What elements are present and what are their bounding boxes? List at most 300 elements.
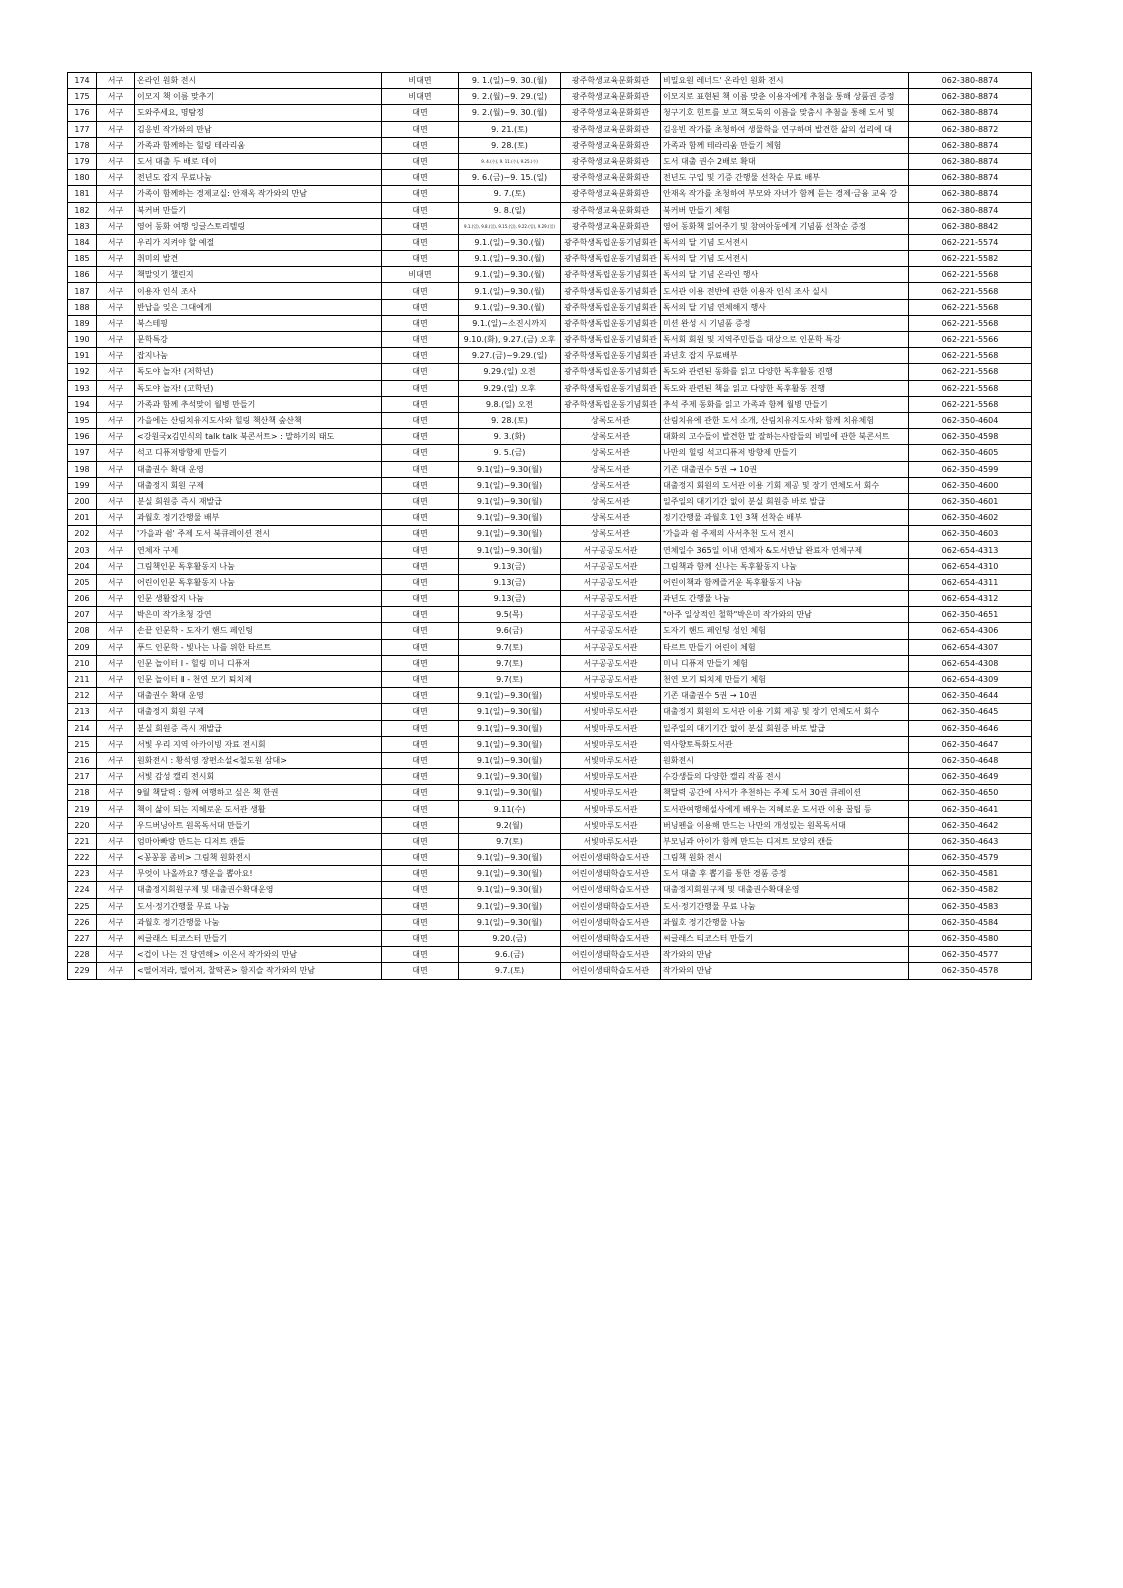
- cell-program-name: 도서·정기간행물 무료 나눔: [135, 898, 382, 914]
- cell-row-number: 217: [68, 769, 97, 785]
- cell-district: 서구: [97, 688, 135, 704]
- table-row: [68, 769, 1032, 785]
- cell-district: 서구: [97, 785, 135, 801]
- cell-venue: 어린이생태학습도서관: [561, 930, 661, 946]
- cell-district: 서구: [97, 251, 135, 267]
- cell-date: 9.6(금): [459, 623, 561, 639]
- cell-district: 서구: [97, 315, 135, 331]
- cell-district: 서구: [97, 866, 135, 882]
- table-row: [68, 267, 1032, 283]
- cell-row-number: 209: [68, 639, 97, 655]
- cell-program-name: 취미의 발견: [135, 251, 382, 267]
- cell-phone: 062-350-4645: [909, 704, 1032, 720]
- cell-row-number: 206: [68, 591, 97, 607]
- cell-description: 정기간행물 과월호 1인 3책 선착순 배부: [661, 510, 909, 526]
- cell-format: 대면: [382, 283, 459, 299]
- cell-row-number: 212: [68, 688, 97, 704]
- cell-date: 9.1(일)~9.30(월): [459, 720, 561, 736]
- cell-district: 서구: [97, 153, 135, 169]
- cell-description: 어린이책과 함께즐거운 독후활동지 나눔: [661, 574, 909, 590]
- cell-phone: 062-350-4601: [909, 493, 1032, 509]
- cell-district: 서구: [97, 623, 135, 639]
- cell-phone: 062-350-4603: [909, 526, 1032, 542]
- cell-description: 대화의 고수들이 발견한 말 잘하는사람들의 비밀에 관한 북콘서트: [661, 429, 909, 445]
- cell-program-name: 대출정지회원구제 및 대출권수확대운영: [135, 882, 382, 898]
- cell-phone: 062-350-4598: [909, 429, 1032, 445]
- cell-row-number: 190: [68, 332, 97, 348]
- table-row: [68, 299, 1032, 315]
- cell-district: 서구: [97, 704, 135, 720]
- cell-date: 9. 28.(토): [459, 137, 561, 153]
- cell-format: 대면: [382, 769, 459, 785]
- cell-venue: 광주학생교육문화회관: [561, 170, 661, 186]
- cell-date: 9. 21.(토): [459, 121, 561, 137]
- cell-row-number: 226: [68, 914, 97, 930]
- cell-description: 독서의 달 기념 도서전시: [661, 251, 909, 267]
- cell-row-number: 207: [68, 607, 97, 623]
- cell-program-name: 어린이인문 독후활동지 나눔: [135, 574, 382, 590]
- table-row: [68, 963, 1032, 979]
- cell-date: 9.1(일)~9.30(월): [459, 704, 561, 720]
- table-row: [68, 607, 1032, 623]
- cell-description: 도서 대출 후 뽑기를 통한 경품 증정: [661, 866, 909, 882]
- cell-format: 대면: [382, 947, 459, 963]
- table-row: [68, 315, 1032, 331]
- cell-format: 대면: [382, 639, 459, 655]
- cell-district: 서구: [97, 186, 135, 202]
- cell-program-name: 푸드 인문학 - 빛나는 나를 위한 타르트: [135, 639, 382, 655]
- cell-program-name: 온라인 원화 전시: [135, 73, 382, 89]
- cell-venue: 광주학생독립운동기념회관: [561, 348, 661, 364]
- cell-phone: 062-380-8874: [909, 73, 1032, 89]
- cell-district: 서구: [97, 493, 135, 509]
- cell-description: 도서·정기간행물 무료 나눔: [661, 898, 909, 914]
- cell-venue: 상록도서관: [561, 493, 661, 509]
- cell-district: 서구: [97, 574, 135, 590]
- cell-phone: 062-221-5568: [909, 364, 1032, 380]
- cell-format: 대면: [382, 121, 459, 137]
- cell-format: 대면: [382, 850, 459, 866]
- table-row: [68, 882, 1032, 898]
- cell-venue: 어린이생태학습도서관: [561, 914, 661, 930]
- table-row: [68, 817, 1032, 833]
- cell-description: 그림책과 함께 신나는 독후활동지 나눔: [661, 558, 909, 574]
- cell-date: 9.1(일)~9.30(월): [459, 477, 561, 493]
- cell-format: 대면: [382, 461, 459, 477]
- cell-format: 대면: [382, 720, 459, 736]
- cell-description: 안재옥 작가를 초청하여 부모와 자녀가 함께 듣는 경제·금융 교육 강: [661, 186, 909, 202]
- cell-district: 서구: [97, 364, 135, 380]
- cell-program-name: 가을에는 산림치유지도사와 힐링 책산책 숲산책: [135, 412, 382, 428]
- cell-venue: 상록도서관: [561, 477, 661, 493]
- cell-venue: 광주학생독립운동기념회관: [561, 299, 661, 315]
- cell-phone: 062-350-4644: [909, 688, 1032, 704]
- cell-date: 9.13(금): [459, 591, 561, 607]
- cell-district: 서구: [97, 639, 135, 655]
- cell-description: 청구기호 힌트를 보고 책도둑의 이름을 맞춤시 추첨을 통해 도서 및: [661, 105, 909, 121]
- cell-row-number: 178: [68, 137, 97, 153]
- cell-date: 9.6.(금): [459, 947, 561, 963]
- table-row: [68, 445, 1032, 461]
- cell-row-number: 203: [68, 542, 97, 558]
- cell-description: 과년도 간행물 나눔: [661, 591, 909, 607]
- cell-description: 나만의 힐링 석고디퓨저 방향제 만들기: [661, 445, 909, 461]
- cell-phone: 062-350-4600: [909, 477, 1032, 493]
- cell-district: 서구: [97, 914, 135, 930]
- cell-phone: 062-350-4583: [909, 898, 1032, 914]
- table-row: [68, 591, 1032, 607]
- cell-row-number: 211: [68, 671, 97, 687]
- cell-district: 서구: [97, 736, 135, 752]
- cell-format: 비대면: [382, 89, 459, 105]
- cell-district: 서구: [97, 412, 135, 428]
- table-row: [68, 752, 1032, 768]
- table-row: [68, 218, 1032, 234]
- cell-program-name: 인문 놀이터 Ⅱ - 천연 모기 퇴치제: [135, 671, 382, 687]
- cell-venue: 서빛마루도서관: [561, 752, 661, 768]
- table-row: [68, 170, 1032, 186]
- cell-format: 대면: [382, 332, 459, 348]
- table-row: [68, 833, 1032, 849]
- cell-phone: 062-654-4307: [909, 639, 1032, 655]
- cell-format: 대면: [382, 607, 459, 623]
- cell-row-number: 198: [68, 461, 97, 477]
- cell-district: 서구: [97, 607, 135, 623]
- cell-phone: 062-350-4599: [909, 461, 1032, 477]
- cell-description: 씨글래스 티코스터 만들기: [661, 930, 909, 946]
- cell-venue: 상록도서관: [561, 429, 661, 445]
- table-row: [68, 251, 1032, 267]
- cell-row-number: 205: [68, 574, 97, 590]
- cell-phone: 062-380-8874: [909, 89, 1032, 105]
- cell-venue: 광주학생독립운동기념회관: [561, 364, 661, 380]
- cell-district: 서구: [97, 898, 135, 914]
- cell-date: 9.1(일)~9.30(월): [459, 526, 561, 542]
- cell-format: 대면: [382, 299, 459, 315]
- cell-program-name: 원화전시 : 황석영 장편소설<철도원 삼대>: [135, 752, 382, 768]
- cell-venue: 서빛마루도서관: [561, 801, 661, 817]
- cell-row-number: 183: [68, 218, 97, 234]
- cell-district: 서구: [97, 105, 135, 121]
- cell-row-number: 195: [68, 412, 97, 428]
- cell-program-name: 인문 놀이터 Ⅰ - 힐링 미니 디퓨저: [135, 655, 382, 671]
- cell-venue: 서구공공도서관: [561, 558, 661, 574]
- cell-row-number: 197: [68, 445, 97, 461]
- table-row: [68, 866, 1032, 882]
- cell-format: 대면: [382, 574, 459, 590]
- cell-district: 서구: [97, 445, 135, 461]
- cell-row-number: 224: [68, 882, 97, 898]
- cell-description: 타르트 만들기 어린이 체험: [661, 639, 909, 655]
- cell-date: 9.1(일)~9.30(월): [459, 688, 561, 704]
- cell-venue: 광주학생교육문화회관: [561, 121, 661, 137]
- cell-venue: 어린이생태학습도서관: [561, 963, 661, 979]
- cell-description: 대출정지 회원의 도서관 이용 기회 제공 및 장기 연체도서 회수: [661, 477, 909, 493]
- cell-program-name: 도서 대출 두 배로 데이: [135, 153, 382, 169]
- cell-row-number: 227: [68, 930, 97, 946]
- cell-district: 서구: [97, 202, 135, 218]
- cell-district: 서구: [97, 817, 135, 833]
- cell-row-number: 194: [68, 396, 97, 412]
- table-row: [68, 186, 1032, 202]
- cell-program-name: 독도야 놀자! (고학년): [135, 380, 382, 396]
- table-row: [68, 105, 1032, 121]
- cell-phone: 062-350-4604: [909, 412, 1032, 428]
- cell-phone: 062-350-4646: [909, 720, 1032, 736]
- cell-date: 9. 6.(금)~9. 15.(일): [459, 170, 561, 186]
- cell-row-number: 213: [68, 704, 97, 720]
- cell-date: 9.13(금): [459, 574, 561, 590]
- cell-venue: 서빛마루도서관: [561, 736, 661, 752]
- cell-venue: 서빛마루도서관: [561, 720, 661, 736]
- cell-date: 9.1.(일)~소진시까지: [459, 315, 561, 331]
- cell-format: 대면: [382, 898, 459, 914]
- cell-date: 9.7(토): [459, 639, 561, 655]
- cell-date: 9.1(일)~9.30(월): [459, 850, 561, 866]
- cell-program-name: <떨어져라, 떨어져, 찰딱폰> 함지슬 작가와의 만남: [135, 963, 382, 979]
- cell-program-name: 9월 책달력 : 함께 여행하고 싶은 책 한권: [135, 785, 382, 801]
- cell-venue: 서빛마루도서관: [561, 785, 661, 801]
- cell-format: 대면: [382, 202, 459, 218]
- cell-district: 서구: [97, 655, 135, 671]
- cell-venue: 광주학생독립운동기념회관: [561, 267, 661, 283]
- table-row: [68, 720, 1032, 736]
- cell-program-name: 이모지 책 이름 맞추기: [135, 89, 382, 105]
- cell-program-name: 대출권수 확대 운영: [135, 461, 382, 477]
- cell-description: 대출정지회원구제 및 대출권수확대운영: [661, 882, 909, 898]
- cell-description: 과월호 정기간행물 나눔: [661, 914, 909, 930]
- cell-row-number: 196: [68, 429, 97, 445]
- cell-date: 9. 2.(월)~9. 30.(월): [459, 105, 561, 121]
- cell-program-name: 대출권수 확대 운영: [135, 688, 382, 704]
- table-row: [68, 202, 1032, 218]
- table-row: [68, 526, 1032, 542]
- cell-program-name: 도와주세요, 명탐정: [135, 105, 382, 121]
- cell-program-name: '가을과 쉼' 주제 도서 북큐레이션 전시: [135, 526, 382, 542]
- cell-district: 서구: [97, 170, 135, 186]
- cell-program-name: 인문 생활잡지 나눔: [135, 591, 382, 607]
- cell-row-number: 222: [68, 850, 97, 866]
- cell-program-name: 북커버 만들기: [135, 202, 382, 218]
- cell-description: 그림책 원화 전시: [661, 850, 909, 866]
- cell-description: 북커버 만들기 체험: [661, 202, 909, 218]
- cell-program-name: 엄마아빠랑 만드는 디저트 캔들: [135, 833, 382, 849]
- table-row: [68, 623, 1032, 639]
- cell-format: 대면: [382, 558, 459, 574]
- cell-program-name: 서빛 감성 캘리 전시회: [135, 769, 382, 785]
- table-row: [68, 850, 1032, 866]
- cell-row-number: 208: [68, 623, 97, 639]
- cell-phone: 062-350-4584: [909, 914, 1032, 930]
- cell-date: 9.7(토): [459, 671, 561, 687]
- cell-date: 9.1(일)~9.30(월): [459, 461, 561, 477]
- cell-format: 대면: [382, 591, 459, 607]
- cell-date: 9.1(일)~9.30(월): [459, 542, 561, 558]
- cell-row-number: 177: [68, 121, 97, 137]
- cell-format: 대면: [382, 930, 459, 946]
- cell-format: 대면: [382, 429, 459, 445]
- cell-description: 독서회 회원 및 지역주민들을 대상으로 인문학 특강: [661, 332, 909, 348]
- cell-format: 대면: [382, 315, 459, 331]
- table-body: [68, 73, 1032, 980]
- cell-district: 서구: [97, 73, 135, 89]
- cell-format: 대면: [382, 655, 459, 671]
- cell-date: 9.1.(일)~9.30.(월): [459, 251, 561, 267]
- cell-description: 대출정지 회원의 도서관 이용 기회 제공 및 장기 연체도서 회수: [661, 704, 909, 720]
- cell-format: 대면: [382, 526, 459, 542]
- cell-date: 9. 2.(월)~9. 29.(일): [459, 89, 561, 105]
- cell-venue: 서구공공도서관: [561, 623, 661, 639]
- cell-venue: 서빛마루도서관: [561, 688, 661, 704]
- cell-row-number: 210: [68, 655, 97, 671]
- cell-date: 9.29.(일) 오후: [459, 380, 561, 396]
- cell-format: 비대면: [382, 267, 459, 283]
- cell-program-name: 과월호 정기간행물 나눔: [135, 914, 382, 930]
- cell-program-name: <꽁꽁꽁 좀비> 그림책 원화전시: [135, 850, 382, 866]
- cell-phone: 062-221-5568: [909, 396, 1032, 412]
- table-row: [68, 348, 1032, 364]
- cell-venue: 어린이생태학습도서관: [561, 850, 661, 866]
- cell-phone: 062-350-4651: [909, 607, 1032, 623]
- cell-program-name: 서빛 우리 지역 아카이빙 자료 전시회: [135, 736, 382, 752]
- cell-description: 전년도 구입 및 기증 간행물 선착순 무료 배부: [661, 170, 909, 186]
- cell-row-number: 180: [68, 170, 97, 186]
- cell-format: 대면: [382, 105, 459, 121]
- cell-date: 9.1.(일)~9.30.(월): [459, 267, 561, 283]
- cell-district: 서구: [97, 461, 135, 477]
- cell-format: 대면: [382, 542, 459, 558]
- cell-district: 서구: [97, 137, 135, 153]
- table-row: [68, 639, 1032, 655]
- cell-venue: 어린이생태학습도서관: [561, 882, 661, 898]
- cell-format: 대면: [382, 801, 459, 817]
- cell-row-number: 215: [68, 736, 97, 752]
- cell-program-name: 석고 디퓨저방향제 만들기: [135, 445, 382, 461]
- cell-venue: 서빛마루도서관: [561, 704, 661, 720]
- cell-venue: 광주학생교육문화회관: [561, 105, 661, 121]
- cell-row-number: 175: [68, 89, 97, 105]
- cell-row-number: 182: [68, 202, 97, 218]
- cell-district: 서구: [97, 234, 135, 250]
- cell-program-name: 김응빈 작가와의 만남: [135, 121, 382, 137]
- cell-date: 9.11(수): [459, 801, 561, 817]
- cell-phone: 062-350-4643: [909, 833, 1032, 849]
- cell-row-number: 193: [68, 380, 97, 396]
- cell-format: 대면: [382, 736, 459, 752]
- cell-description: 도서관 이용 전반에 관한 이용자 인식 조사 실시: [661, 283, 909, 299]
- cell-program-name: 우리가 지켜야 할 예절: [135, 234, 382, 250]
- cell-district: 서구: [97, 89, 135, 105]
- cell-date: 9.1(일)~9.30(월): [459, 510, 561, 526]
- cell-program-name: 책말잇기 챌린지: [135, 267, 382, 283]
- cell-format: 대면: [382, 445, 459, 461]
- cell-format: 대면: [382, 833, 459, 849]
- cell-description: 부모님과 아이가 함께 만드는 디저트 모양의 캔들: [661, 833, 909, 849]
- cell-district: 서구: [97, 801, 135, 817]
- cell-description: 김응빈 작가를 초청하여 생물학을 연구하며 발견한 삶의 섭리에 대: [661, 121, 909, 137]
- table-row: [68, 89, 1032, 105]
- cell-phone: 062-350-4582: [909, 882, 1032, 898]
- cell-row-number: 174: [68, 73, 97, 89]
- cell-phone: 062-654-4310: [909, 558, 1032, 574]
- cell-program-name: 우드버닝아트 원목독서대 만들기: [135, 817, 382, 833]
- cell-date: 9. 1.(일)~9. 30.(월): [459, 73, 561, 89]
- cell-description: 기존 대출권수 5권 → 10권: [661, 461, 909, 477]
- cell-description: 독도와 관련된 동화를 읽고 다양한 독후활동 진행: [661, 364, 909, 380]
- cell-venue: 서빛마루도서관: [561, 833, 661, 849]
- cell-row-number: 199: [68, 477, 97, 493]
- cell-description: 독서의 달 기념 연체해지 행사: [661, 299, 909, 315]
- cell-description: 버닝펜을 이용해 만드는 나만의 개성있는 원목독서대: [661, 817, 909, 833]
- cell-phone: 062-654-4312: [909, 591, 1032, 607]
- cell-row-number: 192: [68, 364, 97, 380]
- cell-venue: 광주학생교육문화회관: [561, 218, 661, 234]
- cell-description: 작가와의 만남: [661, 963, 909, 979]
- cell-venue: 상록도서관: [561, 461, 661, 477]
- cell-program-name: 그림책인문 독후활동지 나눔: [135, 558, 382, 574]
- cell-program-name: 가족이 함께하는 경제교실: 안재옥 작가와의 만남: [135, 186, 382, 202]
- cell-format: 대면: [382, 218, 459, 234]
- table-row: [68, 461, 1032, 477]
- table-row: [68, 73, 1032, 89]
- cell-row-number: 187: [68, 283, 97, 299]
- cell-phone: 062-380-8874: [909, 202, 1032, 218]
- cell-date: 9.8.(일) 오전: [459, 396, 561, 412]
- table-row: [68, 380, 1032, 396]
- cell-phone: 062-350-4579: [909, 850, 1032, 866]
- cell-row-number: 201: [68, 510, 97, 526]
- cell-row-number: 200: [68, 493, 97, 509]
- cell-format: 대면: [382, 380, 459, 396]
- cell-description: 일주일의 대기기간 없이 분실 회원증 바로 발급: [661, 720, 909, 736]
- cell-format: 대면: [382, 914, 459, 930]
- table-row: [68, 655, 1032, 671]
- table-row: [68, 234, 1032, 250]
- cell-program-name: 북스테핑: [135, 315, 382, 331]
- cell-format: 대면: [382, 412, 459, 428]
- cell-format: 대면: [382, 186, 459, 202]
- cell-district: 서구: [97, 850, 135, 866]
- cell-date: 9. 5.(금): [459, 445, 561, 461]
- cell-venue: 어린이생태학습도서관: [561, 947, 661, 963]
- cell-format: 대면: [382, 137, 459, 153]
- cell-date: 9.1(일)~9.30(월): [459, 769, 561, 785]
- cell-phone: 062-350-4602: [909, 510, 1032, 526]
- cell-phone: 062-221-5568: [909, 267, 1032, 283]
- cell-row-number: 204: [68, 558, 97, 574]
- table-row: [68, 671, 1032, 687]
- cell-district: 서구: [97, 947, 135, 963]
- cell-description: 이모지로 표현된 책 이름 맞춘 이용자에게 추첨을 통해 상품권 증정: [661, 89, 909, 105]
- cell-district: 서구: [97, 380, 135, 396]
- cell-district: 서구: [97, 267, 135, 283]
- cell-phone: 062-380-8842: [909, 218, 1032, 234]
- table-row: [68, 898, 1032, 914]
- cell-description: 도자기 핸드 페인팅 성인 체험: [661, 623, 909, 639]
- cell-district: 서구: [97, 283, 135, 299]
- table-row: [68, 412, 1032, 428]
- cell-format: 대면: [382, 963, 459, 979]
- cell-date: 9.1.(일)~9.30.(월): [459, 299, 561, 315]
- table-row: [68, 914, 1032, 930]
- cell-district: 서구: [97, 348, 135, 364]
- cell-format: 대면: [382, 671, 459, 687]
- cell-description: 책달력 공간에 사서가 추천하는 주제 도서 30권 큐레이션: [661, 785, 909, 801]
- cell-date: 9. 7.(토): [459, 186, 561, 202]
- table-row: [68, 396, 1032, 412]
- cell-program-name: 가족과 함께 추석맞이 월병 만들기: [135, 396, 382, 412]
- cell-format: 대면: [382, 817, 459, 833]
